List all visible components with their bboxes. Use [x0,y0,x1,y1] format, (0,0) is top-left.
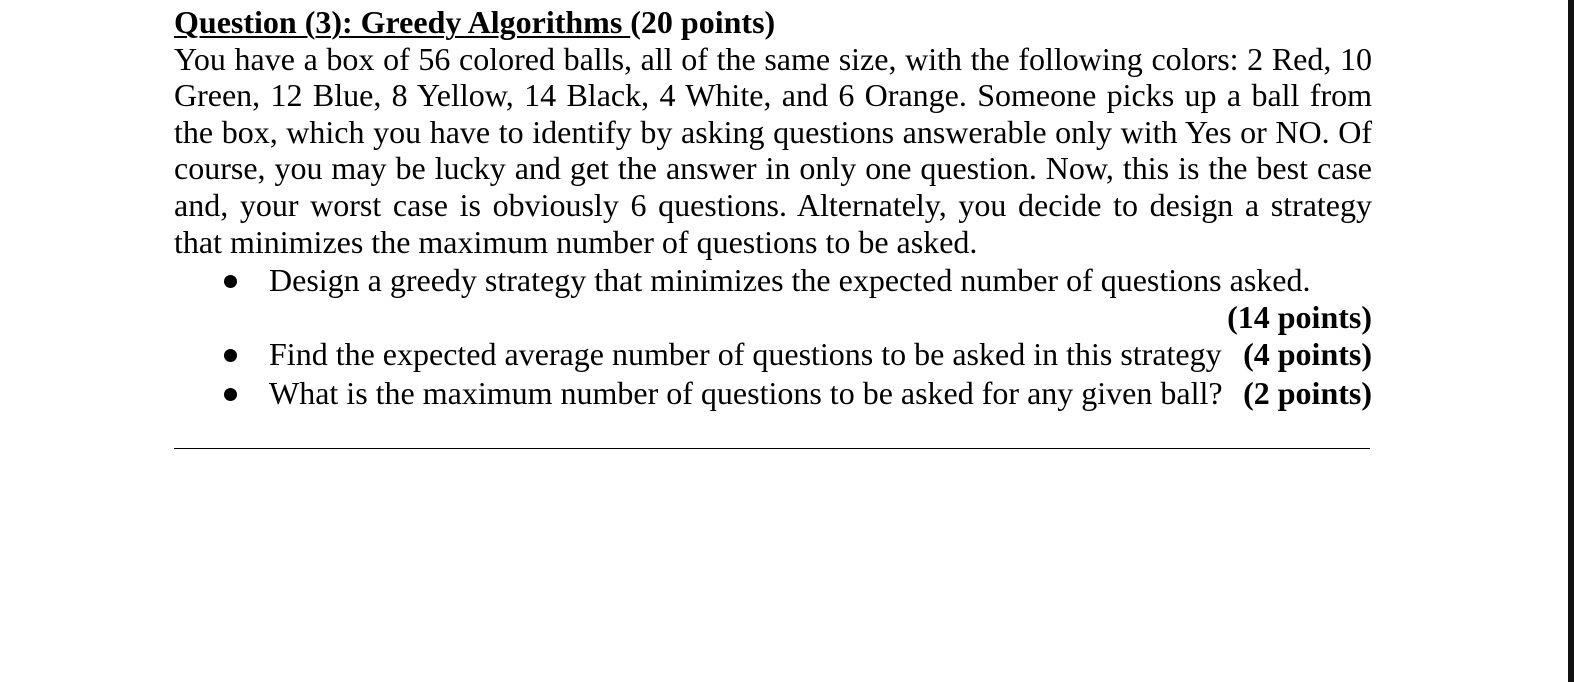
window-right-edge [1568,0,1574,682]
part-2-text: Find the expected average number of questions to be asked in this strategy [269,336,1222,373]
question-block [174,4,1372,412]
section-divider [174,448,1370,449]
question-parts-list [174,262,1372,411]
part-2-points: (4 points) [1243,336,1372,373]
part-1-text: Design a greedy strategy that minimizes the expected number of questions asked. [269,262,1311,299]
question-body: You have a box of 56 colored balls, all of the same size, with the following colors: 2 Red, 10 Green, 12 Blue, 8 Yellow, 14 Black, 4 White, and 6 Orange. Someone picks up a ball from the box, which you have to identify by asking questions answerable only with Yes or NO. Of course, you may be lucky and get the answer in only one question. Now, this is the best case and, your worst case is obviously 6 questions. Alternately, you decide to design a strategy that minimizes the maximum number of questions to be asked. [174,40,1372,260]
bullet-dot-icon [224,388,237,401]
bullet-dot-icon [224,275,237,288]
bullet-dot-icon [224,349,237,362]
part-3-text: What is the maximum number of questions to be asked for any given ball? [269,374,1223,411]
part-1-points: (14 points) [1227,298,1372,335]
question-title: Question (3): Greedy Algorithms [174,4,631,40]
question-heading [174,4,1372,41]
question-part-3 [174,375,1372,412]
question-points: (20 points) [630,4,776,40]
part-3-points: (2 points) [1243,374,1372,411]
question-part-2 [174,336,1372,373]
question-part-1 [174,262,1372,335]
